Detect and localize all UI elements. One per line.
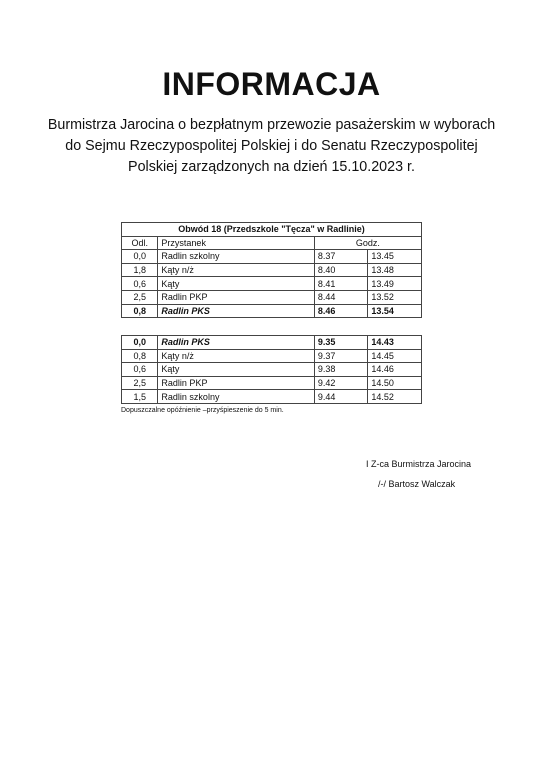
table-row	[122, 363, 422, 377]
stop-cell: Radlin szkolny	[158, 250, 314, 264]
distance-cell: 2,5	[122, 376, 158, 390]
stop-cell: Radlin PKP	[158, 290, 314, 304]
table-row	[122, 376, 422, 390]
time-cell: 8.40	[314, 263, 368, 277]
intro-line: Burmistrza Jarocina o bezpłatnym przewozie pasażerskim w wyborach	[47, 117, 496, 133]
stop-cell: Kąty n/ż	[158, 349, 314, 363]
time-cell: 9.37	[314, 349, 368, 363]
distance-cell: 0,0	[122, 336, 158, 350]
stop-cell: Radlin szkolny	[158, 390, 314, 404]
time-cell: 9.35	[314, 336, 368, 350]
distance-cell: 0,0	[122, 250, 158, 264]
schedule-table-return	[121, 335, 422, 404]
time-cell: 13.52	[368, 290, 422, 304]
time-header: Godz.	[314, 236, 421, 250]
time-cell: 14.43	[368, 336, 422, 350]
time-cell: 9.42	[314, 376, 368, 390]
intro-paragraph	[40, 115, 503, 178]
stop-header: Przystanek	[158, 236, 314, 250]
table-row	[122, 290, 422, 304]
stop-cell: Radlin PKS	[158, 336, 314, 350]
time-cell: 9.44	[314, 390, 368, 404]
time-cell: 13.49	[368, 277, 422, 291]
signatory-name: /-/ Bartosz Walczak	[378, 479, 456, 489]
time-cell: 13.45	[368, 250, 422, 264]
time-cell: 14.50	[368, 376, 422, 390]
stop-cell: Kąty n/ż	[158, 263, 314, 277]
document-title: INFORMACJA	[162, 66, 381, 102]
table-row	[122, 304, 422, 318]
table-row	[122, 250, 422, 264]
distance-cell: 0,6	[122, 363, 158, 377]
distance-cell: 0,8	[122, 349, 158, 363]
signatory-position: I Z-ca Burmistrza Jarocina	[366, 459, 472, 469]
distance-header: Odl.	[122, 236, 158, 250]
distance-cell: 1,8	[122, 263, 158, 277]
table-row	[122, 336, 422, 350]
time-cell: 8.37	[314, 250, 368, 264]
schedule-table-outbound	[121, 222, 422, 318]
intro-line: do Sejmu Rzeczypospolitej Polskiej i do Senatu Rzeczypospolitej	[65, 138, 478, 154]
time-cell: 14.52	[368, 390, 422, 404]
time-cell: 14.45	[368, 349, 422, 363]
stop-cell: Radlin PKP	[158, 376, 314, 390]
stop-cell: Kąty	[158, 277, 314, 291]
intro-line: Polskiej zarządzonych na dzień 15.10.2023 r.	[128, 159, 415, 175]
delay-note: Dopuszczalne opóźnienie –przyśpieszenie do 5 min.	[121, 407, 284, 414]
table-row	[122, 390, 422, 404]
time-cell: 13.54	[368, 304, 422, 318]
column-header-row	[122, 236, 422, 250]
table-row	[122, 277, 422, 291]
time-cell: 14.46	[368, 363, 422, 377]
distance-cell: 0,6	[122, 277, 158, 291]
time-cell: 13.48	[368, 263, 422, 277]
stop-cell: Kąty	[158, 363, 314, 377]
time-cell: 8.44	[314, 290, 368, 304]
stop-cell: Radlin PKS	[158, 304, 314, 318]
distance-cell: 2,5	[122, 290, 158, 304]
time-cell: 8.41	[314, 277, 368, 291]
table-row	[122, 349, 422, 363]
table-heading-row	[122, 223, 422, 237]
table-heading: Obwód 18 (Przedszkole "Tęcza" w Radlinie)	[122, 223, 422, 237]
time-cell: 9.38	[314, 363, 368, 377]
time-cell: 8.46	[314, 304, 368, 318]
table-row	[122, 263, 422, 277]
distance-cell: 0,8	[122, 304, 158, 318]
distance-cell: 1,5	[122, 390, 158, 404]
